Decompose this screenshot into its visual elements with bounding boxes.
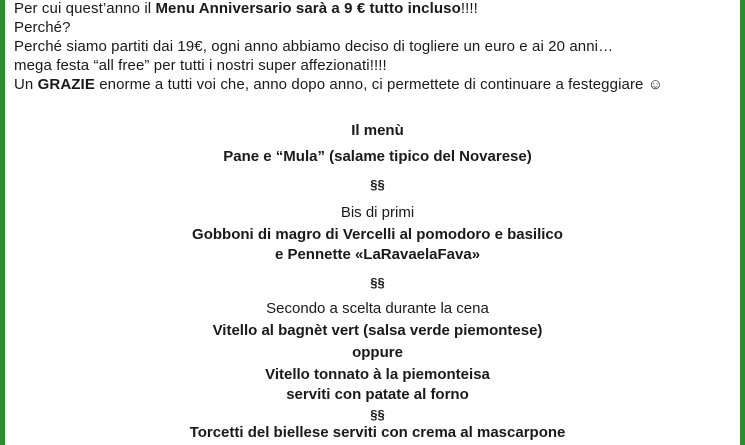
menu-separator-2: §§ <box>370 275 385 290</box>
menu-dolce: Torcetti del biellese serviti con crema al mascarpone <box>189 424 566 441</box>
menu-primo-1: Gobboni di magro di Vercelli al pomodoro e basilico <box>192 226 563 243</box>
menu-contorno: serviti con patate al forno <box>286 386 469 403</box>
intro-line-1-bold: Menu Anniversario sarà a 9 € tutto incluso <box>155 0 461 17</box>
menu-primi-heading: Bis di primi <box>340 204 415 221</box>
menu-title: Il menù <box>351 122 404 139</box>
intro-line-5-bold: GRAZIE <box>37 76 95 93</box>
menu-secondo-2: Vitello tonnato à la piemonteisa <box>265 366 490 383</box>
intro-line-1 <box>14 0 739 18</box>
intro-line-1-pre: Per cui quest’anno il <box>14 0 156 17</box>
menu-primo-2: e Pennette «LaRavaelaFava» <box>274 246 481 263</box>
menu-secondo-heading: Secondo a scelta durante la cena <box>266 300 489 317</box>
menu-antipasto: Pane e “Mula” (salame tipico del Novarese) <box>223 148 532 165</box>
menu-oppure: oppure <box>352 344 403 361</box>
menu-separator-3: §§ <box>370 407 385 422</box>
intro-line-5 <box>14 75 739 94</box>
intro-line-4: mega festa “all free” per tutti i nostri super affezionati!!!! <box>14 57 387 74</box>
menu-separator-1: §§ <box>370 177 385 192</box>
intro-text <box>14 0 739 94</box>
menu-secondo-1: Vitello al bagnèt vert (salsa verde piemontese) <box>212 322 543 339</box>
intro-line-1-post: !!!! <box>460 0 478 17</box>
intro-line-3: Perché siamo partiti dai 19€, ogni anno abbiamo deciso di togliere un euro e ai 20 anni… <box>14 38 614 55</box>
intro-line-2: Perché? <box>14 19 71 36</box>
intro-line-5-post: enorme a tutti voi che, anno dopo anno, ci permettete di continuare a festeggiare ☺ <box>94 76 664 93</box>
intro-line-5-pre: Un <box>14 76 38 93</box>
